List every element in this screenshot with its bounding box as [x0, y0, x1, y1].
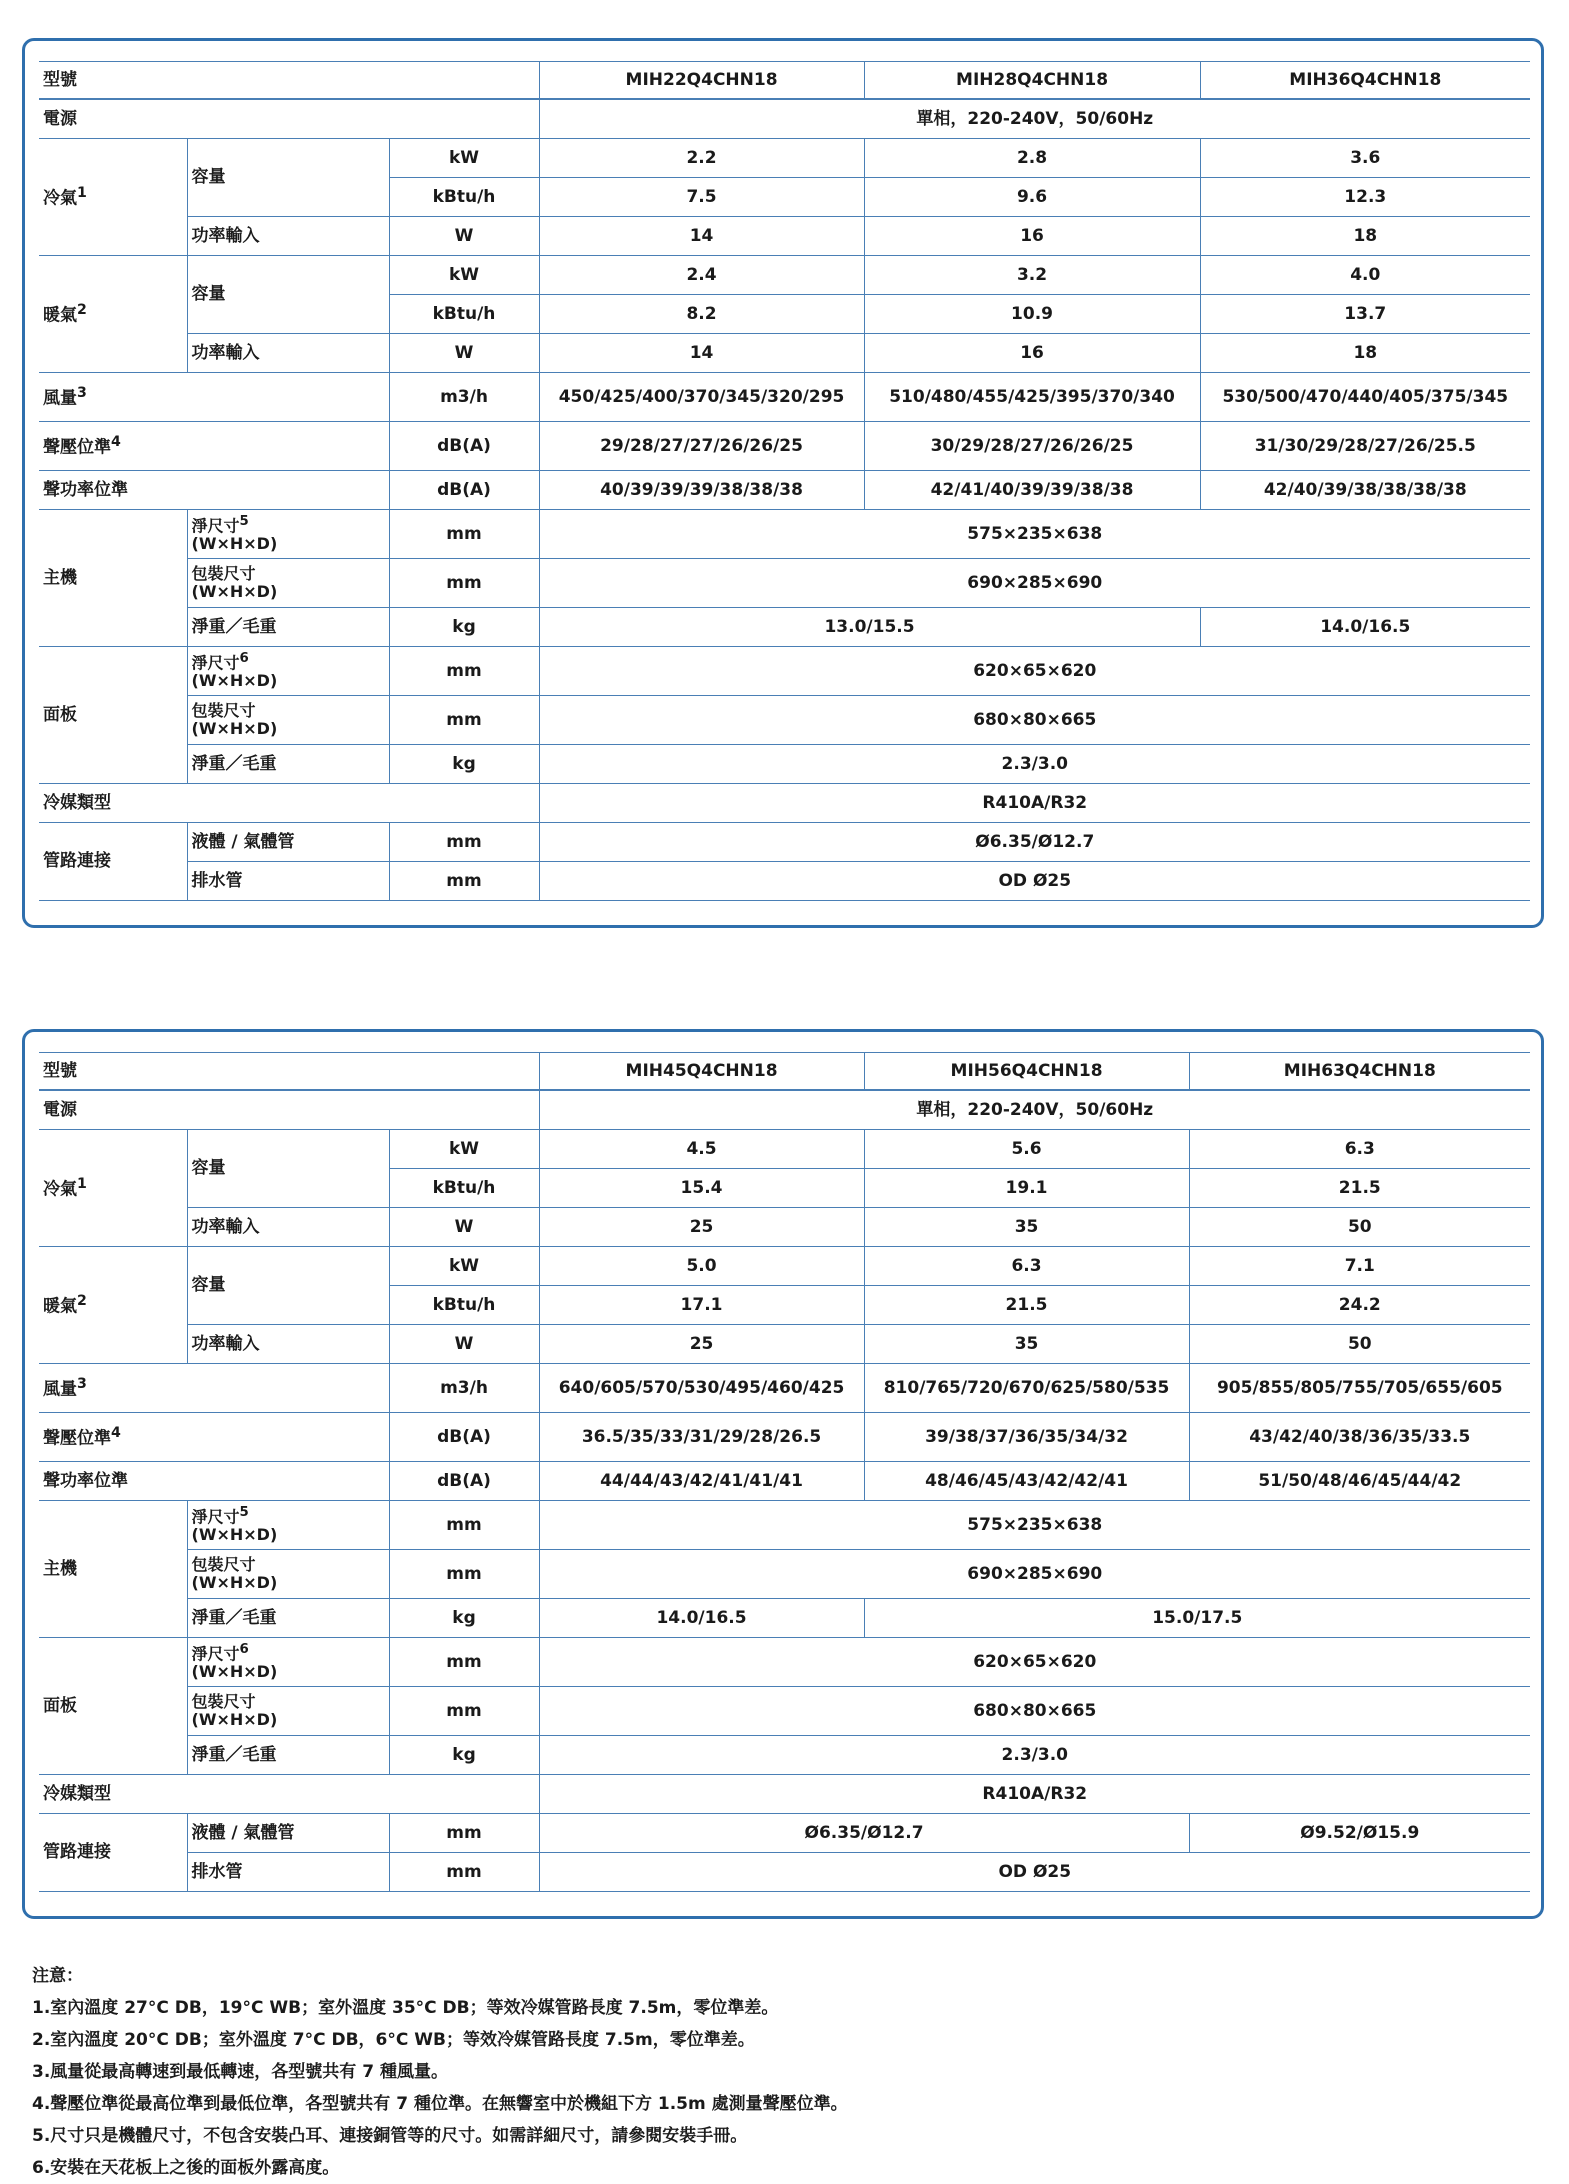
value-cell: R410A/R32: [539, 1775, 1530, 1814]
value-cell: 29/28/27/27/26/26/25: [539, 422, 864, 471]
heating-power-row: [39, 334, 1530, 373]
cooling-power-row: [39, 217, 1530, 256]
value-cell: 575×235×638: [539, 1501, 1530, 1550]
unit-label: mm: [389, 1687, 539, 1736]
unit-label: W: [389, 1208, 539, 1247]
value-cell: 50: [1189, 1325, 1530, 1364]
power-supply-value: 單相，220-240V，50/60Hz: [539, 1090, 1530, 1130]
value-cell: 905/855/805/755/705/655/605: [1189, 1364, 1530, 1413]
unit-label: dB(A): [389, 422, 539, 471]
unit-label: kW: [389, 256, 539, 295]
unit-label: W: [389, 1325, 539, 1364]
value-cell: 7.5: [539, 178, 864, 217]
model-name: MIH22Q4CHN18: [539, 62, 864, 100]
spec-panel-1: [22, 38, 1544, 928]
heating-label: 暖氣$^2$: [39, 256, 187, 373]
value-cell: 620×65×620: [539, 1638, 1530, 1687]
value-cell: 44/44/43/42/41/41/41: [539, 1462, 864, 1501]
cooling-power-row: [39, 1208, 1530, 1247]
note-item: 2.室內溫度 20°C DB；室外溫度 7°C DB，6°C WB；等效冷媒管路長度 7.5m，零位準差。: [32, 2030, 755, 2050]
cooling-label: 冷氣$^1$: [39, 139, 187, 256]
value-cell: R410A/R32: [539, 784, 1530, 823]
airflow-row: [39, 373, 1530, 422]
pkg-size-label: 包裝尺寸 (W×H×D): [187, 559, 389, 608]
unit-label: W: [389, 217, 539, 256]
sound-power-label: 聲功率位準: [39, 471, 389, 510]
unit-label: mm: [389, 559, 539, 608]
pkg-size-label: 包裝尺寸 (W×H×D): [187, 1550, 389, 1599]
unit-label: kg: [389, 745, 539, 784]
value-cell: 51/50/48/46/45/44/42: [1189, 1462, 1530, 1501]
unit-label: kBtu/h: [389, 178, 539, 217]
value-cell: 510/480/455/425/395/370/340: [864, 373, 1200, 422]
main-net-size-row: [39, 1501, 1530, 1550]
sound-pressure-row: [39, 422, 1530, 471]
pkg-size-label: 包裝尺寸 (W×H×D): [187, 696, 389, 745]
value-cell: 2.3/3.0: [539, 1736, 1530, 1775]
unit-label: mm: [389, 1550, 539, 1599]
value-cell: 6.3: [864, 1247, 1189, 1286]
unit-label: kW: [389, 139, 539, 178]
capacity-label: 容量: [187, 1247, 389, 1325]
value-cell: 2.4: [539, 256, 864, 295]
power-input-label: 功率輸入: [187, 1325, 389, 1364]
notes-title: 注意：: [32, 1966, 83, 1986]
net-size-label: 淨尺寸$^6$ (W×H×D): [187, 647, 389, 696]
cooling-label: 冷氣$^1$: [39, 1130, 187, 1247]
value-cell: 620×65×620: [539, 647, 1530, 696]
value-cell: 690×285×690: [539, 559, 1530, 608]
value-cell: 14.0/16.5: [1200, 608, 1530, 647]
value-cell: 48/46/45/43/42/42/41: [864, 1462, 1189, 1501]
panel-label: 面板: [39, 1638, 187, 1775]
value-cell: OD Ø25: [539, 1853, 1530, 1892]
value-cell: 690×285×690: [539, 1550, 1530, 1599]
liquid-gas-label: 液體 / 氣體管: [187, 1814, 389, 1853]
value-cell: 25: [539, 1325, 864, 1364]
weight-label: 淨重／毛重: [187, 1599, 389, 1638]
piping-drain-row: [39, 1853, 1530, 1892]
value-cell: 530/500/470/440/405/375/345: [1200, 373, 1530, 422]
unit-label: kg: [389, 1599, 539, 1638]
value-cell: 42/41/40/39/39/38/38: [864, 471, 1200, 510]
value-cell: Ø6.35/Ø12.7: [539, 823, 1530, 862]
cooling-kw-row: [39, 139, 1530, 178]
net-size-label: 淨尺寸$^6$ (W×H×D): [187, 1638, 389, 1687]
value-cell: 16: [864, 217, 1200, 256]
value-cell: 35: [864, 1325, 1189, 1364]
unit-label: mm: [389, 510, 539, 559]
value-cell: 50: [1189, 1208, 1530, 1247]
power-supply-value: 單相，220-240V，50/60Hz: [539, 99, 1530, 139]
unit-label: kW: [389, 1130, 539, 1169]
value-cell: 8.2: [539, 295, 864, 334]
sound-power-label: 聲功率位準: [39, 1462, 389, 1501]
model-name: MIH45Q4CHN18: [539, 1053, 864, 1091]
value-cell: 16: [864, 334, 1200, 373]
refrigerant-row: [39, 1775, 1530, 1814]
unit-label: dB(A): [389, 1462, 539, 1501]
piping-label: 管路連接: [39, 823, 187, 901]
value-cell: 40/39/39/39/38/38/38: [539, 471, 864, 510]
spec-table-1: [39, 61, 1530, 901]
value-cell: 15.0/17.5: [864, 1599, 1530, 1638]
value-cell: 18: [1200, 334, 1530, 373]
sound-power-row: [39, 1462, 1530, 1501]
value-cell: 30/29/28/27/26/26/25: [864, 422, 1200, 471]
unit-label: mm: [389, 862, 539, 901]
value-cell: Ø6.35/Ø12.7: [539, 1814, 1189, 1853]
main-pkg-size-row: [39, 559, 1530, 608]
power-input-label: 功率輸入: [187, 217, 389, 256]
value-cell: 4.5: [539, 1130, 864, 1169]
unit-label: mm: [389, 823, 539, 862]
note-item: 6.安裝在天花板上之後的面板外露高度。: [32, 2158, 340, 2178]
sound-pressure-label: 聲壓位準$^4$: [39, 422, 389, 471]
note-item: 5.尺寸只是機體尺寸，不包含安裝凸耳、連接銅管等的尺寸。如需詳細尺寸，請參閱安裝手冊。: [32, 2126, 748, 2146]
panel-weight-row: [39, 1736, 1530, 1775]
panel-label: 面板: [39, 647, 187, 784]
value-cell: 680×80×665: [539, 696, 1530, 745]
value-cell: 575×235×638: [539, 510, 1530, 559]
capacity-label: 容量: [187, 139, 389, 217]
refrigerant-row: [39, 784, 1530, 823]
piping-label: 管路連接: [39, 1814, 187, 1892]
refrigerant-label: 冷媒類型: [39, 784, 539, 823]
note-item: 3.風量從最高轉速到最低轉速，各型號共有 7 種風量。: [32, 2062, 448, 2082]
model-label: 型號: [39, 62, 539, 100]
liquid-gas-label: 液體 / 氣體管: [187, 823, 389, 862]
value-cell: 2.2: [539, 139, 864, 178]
model-label: 型號: [39, 1053, 539, 1091]
spec-table-2: [39, 1052, 1530, 1892]
heating-kw-row: [39, 256, 1530, 295]
main-weight-row: [39, 1599, 1530, 1638]
unit-label: dB(A): [389, 471, 539, 510]
sound-power-row: [39, 471, 1530, 510]
sound-pressure-row: [39, 1413, 1530, 1462]
unit-label: kg: [389, 1736, 539, 1775]
unit-label: kBtu/h: [389, 1286, 539, 1325]
value-cell: 10.9: [864, 295, 1200, 334]
main-unit-label: 主機: [39, 1501, 187, 1638]
unit-label: m3/h: [389, 373, 539, 422]
unit-label: mm: [389, 1853, 539, 1892]
value-cell: 14: [539, 334, 864, 373]
value-cell: 3.2: [864, 256, 1200, 295]
value-cell: 13.7: [1200, 295, 1530, 334]
value-cell: 12.3: [1200, 178, 1530, 217]
piping-drain-row: [39, 862, 1530, 901]
note-item: 4.聲壓位準從最高位準到最低位準，各型號共有 7 種位準。在無響室中於機組下方 1.5m 處測量聲壓位準。: [32, 2094, 848, 2114]
unit-label: m3/h: [389, 1364, 539, 1413]
main-unit-label: 主機: [39, 510, 187, 647]
notes-section: [32, 1960, 1532, 2184]
net-size-label: 淨尺寸$^5$ (W×H×D): [187, 1501, 389, 1550]
power-supply-row: [39, 99, 1530, 139]
unit-label: mm: [389, 1501, 539, 1550]
value-cell: 6.3: [1189, 1130, 1530, 1169]
panel-weight-row: [39, 745, 1530, 784]
value-cell: 39/38/37/36/35/34/32: [864, 1413, 1189, 1462]
value-cell: 5.0: [539, 1247, 864, 1286]
panel-net-size-row: [39, 647, 1530, 696]
heating-kw-row: [39, 1247, 1530, 1286]
value-cell: OD Ø25: [539, 862, 1530, 901]
heating-label: 暖氣$^2$: [39, 1247, 187, 1364]
weight-label: 淨重／毛重: [187, 745, 389, 784]
main-net-size-row: [39, 510, 1530, 559]
value-cell: 21.5: [1189, 1169, 1530, 1208]
pkg-size-label: 包裝尺寸 (W×H×D): [187, 1687, 389, 1736]
value-cell: 35: [864, 1208, 1189, 1247]
capacity-label: 容量: [187, 1130, 389, 1208]
unit-label: mm: [389, 647, 539, 696]
unit-label: kBtu/h: [389, 295, 539, 334]
piping-liquid-row: [39, 1814, 1530, 1853]
note-item: 1.室內溫度 27°C DB，19°C WB；室外溫度 35°C DB；等效冷媒管路長度 7.5m，零位準差。: [32, 1998, 779, 2018]
value-cell: 19.1: [864, 1169, 1189, 1208]
refrigerant-label: 冷媒類型: [39, 1775, 539, 1814]
value-cell: 2.3/3.0: [539, 745, 1530, 784]
drain-label: 排水管: [187, 862, 389, 901]
value-cell: 14: [539, 217, 864, 256]
value-cell: 25: [539, 1208, 864, 1247]
spec-panel-2: [22, 1029, 1544, 1919]
unit-label: W: [389, 334, 539, 373]
unit-label: dB(A): [389, 1413, 539, 1462]
value-cell: 43/42/40/38/36/35/33.5: [1189, 1413, 1530, 1462]
value-cell: Ø9.52/Ø15.9: [1189, 1814, 1530, 1853]
value-cell: 18: [1200, 217, 1530, 256]
header-row: [39, 62, 1530, 100]
unit-label: kW: [389, 1247, 539, 1286]
value-cell: 31/30/29/28/27/26/25.5: [1200, 422, 1530, 471]
power-supply-label: 電源: [39, 99, 539, 139]
value-cell: 3.6: [1200, 139, 1530, 178]
airflow-label: 風量$^3$: [39, 1364, 389, 1413]
value-cell: 42/40/39/38/38/38/38: [1200, 471, 1530, 510]
value-cell: 5.6: [864, 1130, 1189, 1169]
panel-pkg-size-row: [39, 1687, 1530, 1736]
model-name: MIH63Q4CHN18: [1189, 1053, 1530, 1091]
value-cell: 15.4: [539, 1169, 864, 1208]
panel-pkg-size-row: [39, 696, 1530, 745]
value-cell: 24.2: [1189, 1286, 1530, 1325]
model-name: MIH36Q4CHN18: [1200, 62, 1530, 100]
unit-label: mm: [389, 696, 539, 745]
piping-liquid-row: [39, 823, 1530, 862]
value-cell: 21.5: [864, 1286, 1189, 1325]
unit-label: mm: [389, 1814, 539, 1853]
value-cell: 450/425/400/370/345/320/295: [539, 373, 864, 422]
value-cell: 36.5/35/33/31/29/28/26.5: [539, 1413, 864, 1462]
drain-label: 排水管: [187, 1853, 389, 1892]
header-row: [39, 1053, 1530, 1091]
power-input-label: 功率輸入: [187, 334, 389, 373]
weight-label: 淨重／毛重: [187, 1736, 389, 1775]
value-cell: 640/605/570/530/495/460/425: [539, 1364, 864, 1413]
power-input-label: 功率輸入: [187, 1208, 389, 1247]
value-cell: 13.0/15.5: [539, 608, 1200, 647]
sound-pressure-label: 聲壓位準$^4$: [39, 1413, 389, 1462]
unit-label: mm: [389, 1638, 539, 1687]
net-size-label: 淨尺寸$^5$ (W×H×D): [187, 510, 389, 559]
power-supply-label: 電源: [39, 1090, 539, 1130]
airflow-row: [39, 1364, 1530, 1413]
panel-net-size-row: [39, 1638, 1530, 1687]
value-cell: 4.0: [1200, 256, 1530, 295]
value-cell: 9.6: [864, 178, 1200, 217]
power-supply-row: [39, 1090, 1530, 1130]
capacity-label: 容量: [187, 256, 389, 334]
main-weight-row: [39, 608, 1530, 647]
value-cell: 7.1: [1189, 1247, 1530, 1286]
value-cell: 680×80×665: [539, 1687, 1530, 1736]
heating-power-row: [39, 1325, 1530, 1364]
value-cell: 14.0/16.5: [539, 1599, 864, 1638]
weight-label: 淨重／毛重: [187, 608, 389, 647]
main-pkg-size-row: [39, 1550, 1530, 1599]
cooling-kw-row: [39, 1130, 1530, 1169]
model-name: MIH56Q4CHN18: [864, 1053, 1189, 1091]
airflow-label: 風量$^3$: [39, 373, 389, 422]
unit-label: kg: [389, 608, 539, 647]
value-cell: 810/765/720/670/625/580/535: [864, 1364, 1189, 1413]
value-cell: 17.1: [539, 1286, 864, 1325]
unit-label: kBtu/h: [389, 1169, 539, 1208]
model-name: MIH28Q4CHN18: [864, 62, 1200, 100]
value-cell: 2.8: [864, 139, 1200, 178]
